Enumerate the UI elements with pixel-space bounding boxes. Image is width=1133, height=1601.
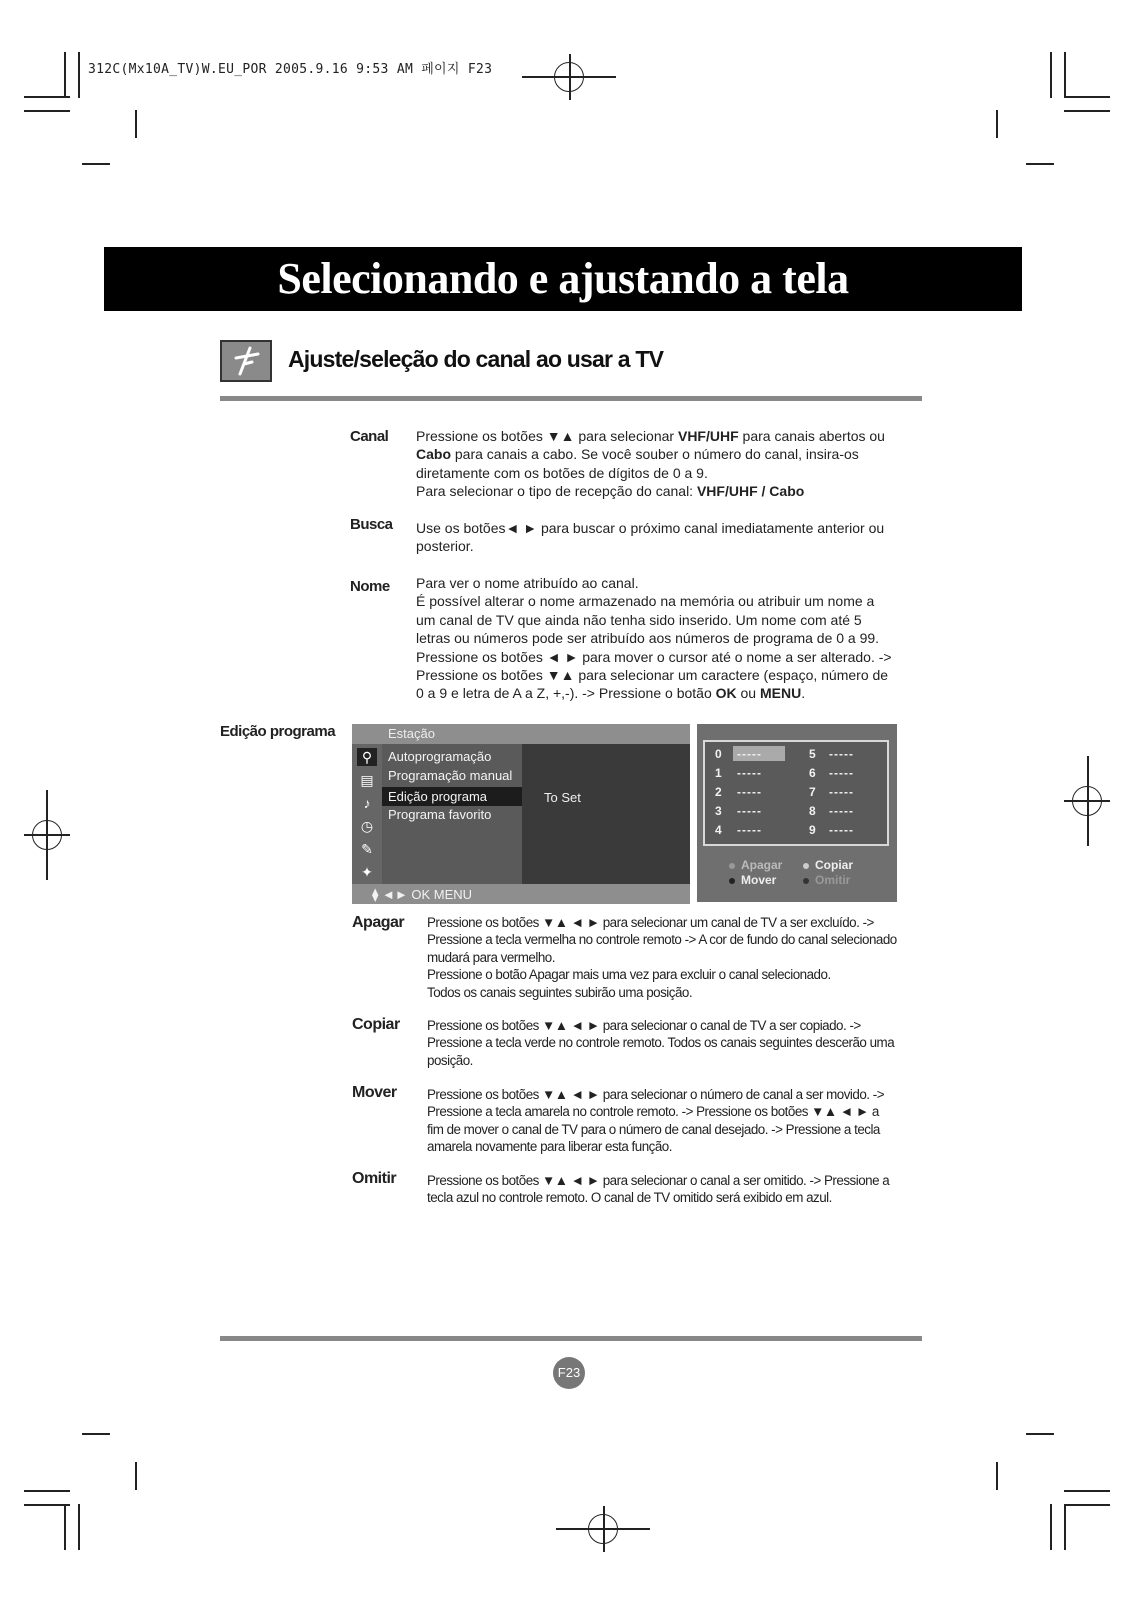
to-set-text: To Set <box>544 790 581 805</box>
clock-icon: ◷ <box>360 818 374 834</box>
crop-mark <box>64 52 66 98</box>
channel-number: 5 <box>809 747 816 761</box>
star-icon: ✦ <box>361 864 373 880</box>
omitir-text: Pressione os botões ▼▲ ◄ ► para selecionar o canal a ser omitido. -> Pressione a tecla azul no controle remoto. O canal de TV omitido será exibido em azul. <box>427 1173 890 1206</box>
osd-menu-screen <box>352 724 690 904</box>
legend-apagar: Apagar <box>729 858 782 872</box>
crop-mark <box>1026 1433 1054 1435</box>
sound-icon: ♪ <box>363 795 371 811</box>
crop-mark <box>1064 110 1110 112</box>
crop-mark <box>24 110 70 112</box>
canal-text: Pressione os botões ▼▲ para selecionar VHF/UHF para canais abertos ou Cabo para canais a cabo. Se você souber o número do canal, insira-os diretamente com os botões de dígitos de 0 a 9. Para selecionar o tipo de recepção do canal: VHF/UHF / Cabo <box>416 428 885 500</box>
osd-side-icons <box>352 744 382 884</box>
copiar-label: Copiar <box>352 1016 400 1033</box>
antenna-icon: ⚲ <box>357 748 377 766</box>
crop-mark <box>46 790 48 880</box>
channel-number: 4 <box>715 823 722 837</box>
crop-mark <box>569 54 571 100</box>
busca-text: Use os botões◄ ► para buscar o próximo canal imediatamente anterior ou posterior. <box>416 520 885 555</box>
channel-name[interactable]: ----- <box>737 747 762 761</box>
channel-grid-panel <box>697 724 897 902</box>
busca-label: Busca <box>350 516 393 533</box>
antenna-icon <box>220 340 272 382</box>
channel-number: 0 <box>715 747 722 761</box>
osd-item-edicao-programa[interactable]: Edição programa <box>382 787 522 806</box>
crop-mark <box>1026 163 1054 165</box>
crop-mark <box>1064 1490 1110 1492</box>
nome-text: Para ver o nome atribuído ao canal. É possível alterar o nome armazenado na memória ou atribuir um nome a um canal de TV que ainda não tenha sido inserido. Um nome com até 5 letras ou números pode ser atribuído aos números de programa de 0 a 99. Pressione os botões ◄ ► para mover o cursor até o nome a ser alterado. -> Pressione os botões ▼▲ para selecionar um caractere (espaço, número de 0 a 9 e letra de A a Z, +,-). -> Pressione o botão OK ou MENU. <box>416 575 892 702</box>
crop-mark <box>1064 1504 1066 1550</box>
channel-name[interactable]: ----- <box>829 766 854 780</box>
channel-number: 7 <box>809 785 816 799</box>
channel-name[interactable]: ----- <box>737 785 762 799</box>
section-title: Ajuste/seleção do canal ao usar a TV <box>288 346 664 372</box>
channel-name[interactable]: ----- <box>829 785 854 799</box>
page-number: F23 <box>553 1357 585 1389</box>
channel-name[interactable]: ----- <box>737 823 762 837</box>
crop-mark <box>24 1490 70 1492</box>
nome-label: Nome <box>350 578 390 595</box>
channel-grid <box>703 740 889 846</box>
edicao-programa-label: Edição programa <box>220 723 336 740</box>
channel-name[interactable]: ----- <box>829 804 854 818</box>
channel-number: 9 <box>809 823 816 837</box>
crop-mark <box>82 163 110 165</box>
channel-number: 1 <box>715 766 722 780</box>
osd-footer: ⧫ ◄► OK MENU <box>352 884 690 904</box>
title-banner <box>104 247 1022 311</box>
canal-label: Canal <box>350 428 389 445</box>
mover-text: Pressione os botões ▼▲ ◄ ► para selecionar o número de canal a ser movido. -> Pressione a tecla amarela no controle remoto. -> Pressione os botões ▼▲ ◄ ► a fim de mover o canal de TV para o número de canal desejado. -> Pressione a tecla amarela novamente para liberar esta função. <box>427 1087 885 1155</box>
channel-name[interactable]: ----- <box>829 823 854 837</box>
crop-mark <box>135 1462 137 1490</box>
apagar-label: Apagar <box>352 914 405 931</box>
osd-menu-list <box>382 744 522 884</box>
section-rule <box>220 396 922 401</box>
osd-item-programacao-manual[interactable]: Programação manual <box>388 768 513 783</box>
picture-icon: ▤ <box>360 772 374 788</box>
channel-name[interactable]: ----- <box>737 766 762 780</box>
legend-copiar: Copiar <box>803 858 853 872</box>
crop-mark <box>78 52 80 98</box>
crop-mark <box>1050 1504 1052 1550</box>
osd-submenu-panel <box>522 744 690 884</box>
crop-mark <box>996 110 998 138</box>
osd-item-programa-favorito[interactable]: Programa favorito <box>388 807 492 822</box>
crop-mark <box>1050 52 1052 98</box>
osd-header: Estação <box>352 724 690 744</box>
channel-number: 6 <box>809 766 816 780</box>
print-header: 312C(Mx10A_TV)W.EU_POR 2005.9.16 9:53 AM 페이지 F23 <box>88 62 493 77</box>
copiar-text: Pressione os botões ▼▲ ◄ ► para selecionar o canal de TV a ser copiado. -> Pressione a tecla verde no controle remoto. Todos os canais seguintes descerão uma posição. <box>427 1018 895 1068</box>
crop-mark <box>1064 52 1066 98</box>
crop-mark <box>996 1462 998 1490</box>
osd-item-autoprogramacao[interactable]: Autoprogramação <box>388 749 492 764</box>
channel-number: 8 <box>809 804 816 818</box>
crop-mark <box>1064 1504 1110 1506</box>
tools-icon: ✎ <box>361 841 373 857</box>
omitir-label: Omitir <box>352 1170 397 1187</box>
channel-name[interactable]: ----- <box>829 747 854 761</box>
apagar-text: Pressione os botões ▼▲ ◄ ► para selecionar um canal de TV a ser excluído. -> Pressione a tecla vermelha no controle remoto -> A cor de fundo do canal selecionado mudará para vermelho. Pressione o botão Apagar mais uma vez para excluir o canal selecionado. Todos os canais seguintes subirão uma posição. <box>427 915 897 1000</box>
footer-rule <box>220 1336 922 1341</box>
page-title: Selecionando e ajustando a tela <box>277 254 849 303</box>
channel-number: 3 <box>715 804 722 818</box>
crop-mark <box>64 1504 66 1550</box>
crop-mark <box>78 1504 80 1550</box>
crop-mark <box>603 1506 605 1552</box>
crop-mark <box>24 96 70 98</box>
channel-name[interactable]: ----- <box>737 804 762 818</box>
legend-mover: Mover <box>729 873 776 887</box>
crop-mark <box>82 1433 110 1435</box>
crop-mark <box>1087 756 1089 846</box>
channel-number: 2 <box>715 785 722 799</box>
legend-omitir: Omitir <box>803 873 850 887</box>
crop-mark <box>1064 96 1110 98</box>
crop-mark <box>135 110 137 138</box>
mover-label: Mover <box>352 1084 397 1101</box>
